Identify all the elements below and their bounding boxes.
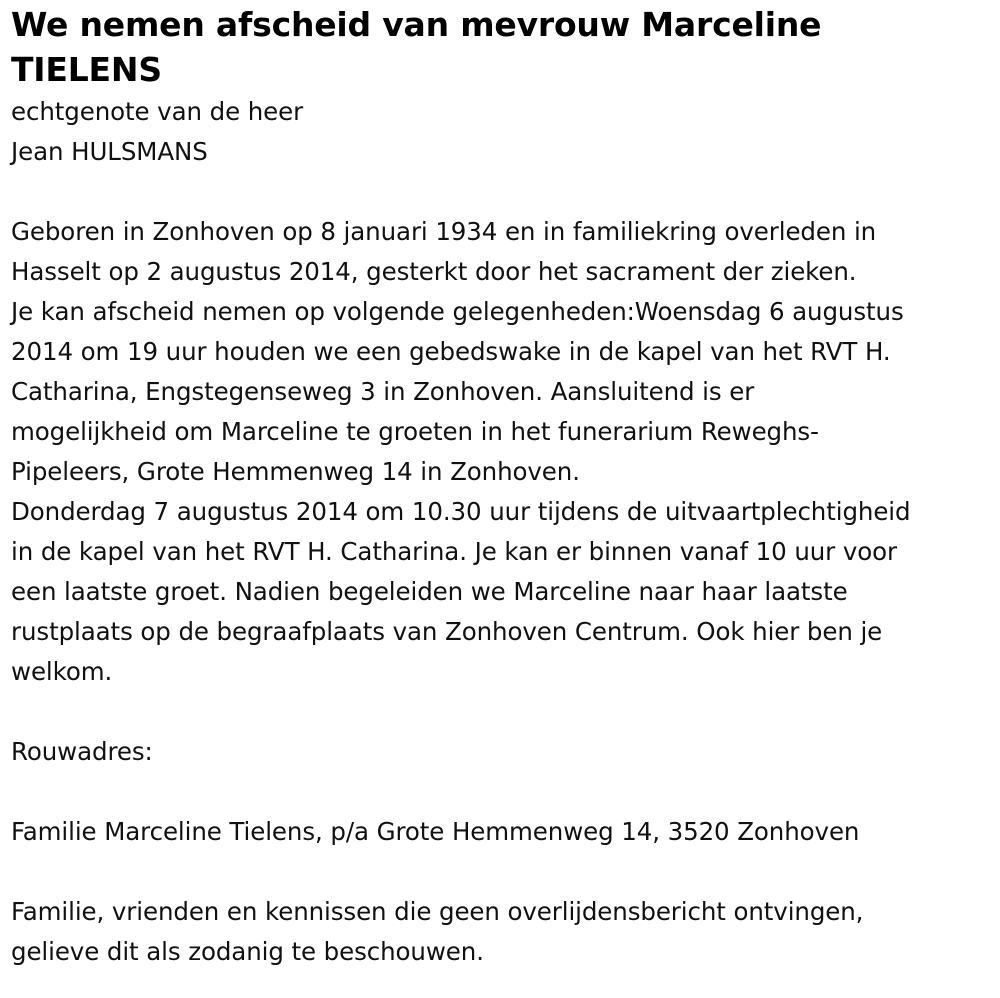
announcement-line: Pipeleers, Grote Hemmenweg 14 in Zonhoven. <box>11 457 580 486</box>
spacer <box>11 852 996 892</box>
closing-line-2: gelieve dit als zodanig te beschouwen. <box>11 937 484 966</box>
spouse-name: Jean HULSMANS <box>11 137 208 166</box>
mourning-address-text: Familie Marceline Tielens, p/a Grote Hemmenweg 14, 3520 Zonhoven <box>11 817 860 846</box>
announcement-line: Hasselt op 2 augustus 2014, gesterkt door het sacrament der zieken. <box>11 257 857 286</box>
announcement-line: een laatste groet. Nadien begeleiden we Marceline naar haar laatste <box>11 577 848 606</box>
spacer <box>11 692 996 732</box>
announcement-line: rustplaats op de begraafplaats van Zonhoven Centrum. Ook hier ben je <box>11 617 883 646</box>
mourning-address-label <box>11 732 996 772</box>
announcement-line: 2014 om 19 uur houden we een gebedswake in de kapel van het RVT H. <box>11 337 891 366</box>
announcement-line: Je kan afscheid nemen op volgende gelegenheden:Woensdag 6 augustus <box>11 297 904 326</box>
mourning-address-label-text: Rouwadres: <box>11 737 153 766</box>
closing-line-1: Familie, vrienden en kennissen die geen overlijdensbericht ontvingen, <box>11 897 864 926</box>
announcement-line: Geboren in Zonhoven op 8 januari 1934 en in familiekring overleden in <box>11 217 877 246</box>
heading-line-1: We nemen afscheid van mevrouw Marceline <box>11 5 822 44</box>
spacer <box>11 172 996 212</box>
announcement-line: Catharina, Engstegenseweg 3 in Zonhoven. Aansluitend is er <box>11 377 755 406</box>
announcement-line: Donderdag 7 augustus 2014 om 10.30 uur tijdens de uitvaartplechtigheid <box>11 497 911 526</box>
announcement-line: welkom. <box>11 657 113 686</box>
announcement-line: mogelijkheid om Marceline te groeten in het funerarium Reweghs- <box>11 417 819 446</box>
obituary-heading <box>11 0 996 92</box>
mourning-address <box>11 812 996 852</box>
spacer <box>11 772 996 812</box>
obituary-document <box>11 0 996 972</box>
spouse-relation: echtgenote van de heer <box>11 97 304 126</box>
announcement-text <box>11 212 996 692</box>
announcement-line: in de kapel van het RVT H. Catharina. Je kan er binnen vanaf 10 uur voor <box>11 537 897 566</box>
heading-name: TIELENS <box>11 50 162 89</box>
closing-note <box>11 892 996 972</box>
spouse-info <box>11 92 996 172</box>
